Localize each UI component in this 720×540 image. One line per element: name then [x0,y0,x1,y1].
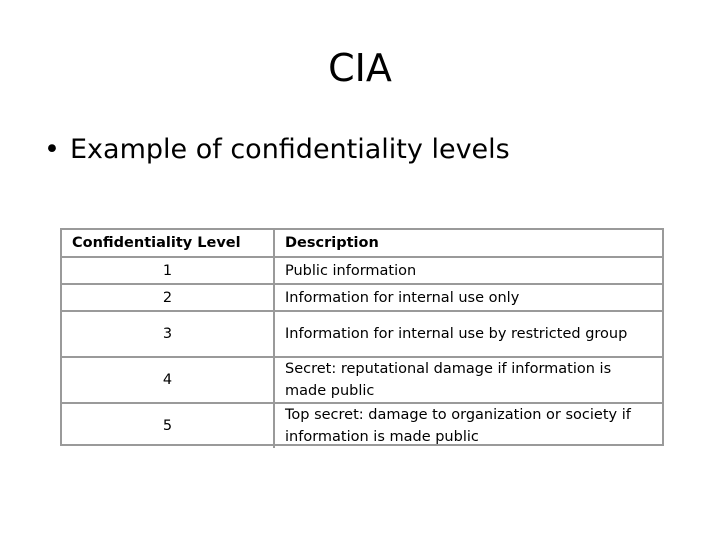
table-row [62,257,662,284]
table-header-row [62,230,662,257]
slide-title: CIA [328,46,392,90]
table-row [62,284,662,311]
confidentiality-table-frame [60,228,664,446]
level-cell: 4 [62,357,274,403]
description-cell: Information for internal use only [274,284,662,311]
table-row [62,357,662,403]
level-cell: 2 [62,284,274,311]
level-cell: 1 [62,257,274,284]
table-row [62,311,662,357]
table-row [62,403,662,448]
confidentiality-table [62,230,662,448]
bullet-item [44,132,510,168]
level-cell: 3 [62,311,274,357]
header-confidentiality-level: Confidentiality Level [62,230,274,257]
bullet-dot-icon: • [44,134,60,165]
level-cell: 5 [62,403,274,448]
header-description: Description [274,230,662,257]
bullet-text: Example of confidentiality levels [70,134,510,165]
description-cell: Information for internal use by restricted group [274,311,662,357]
description-cell: Top secret: damage to organization or society if information is made public [274,403,662,448]
description-cell: Public information [274,257,662,284]
description-cell: Secret: reputational damage if information is made public [274,357,662,403]
